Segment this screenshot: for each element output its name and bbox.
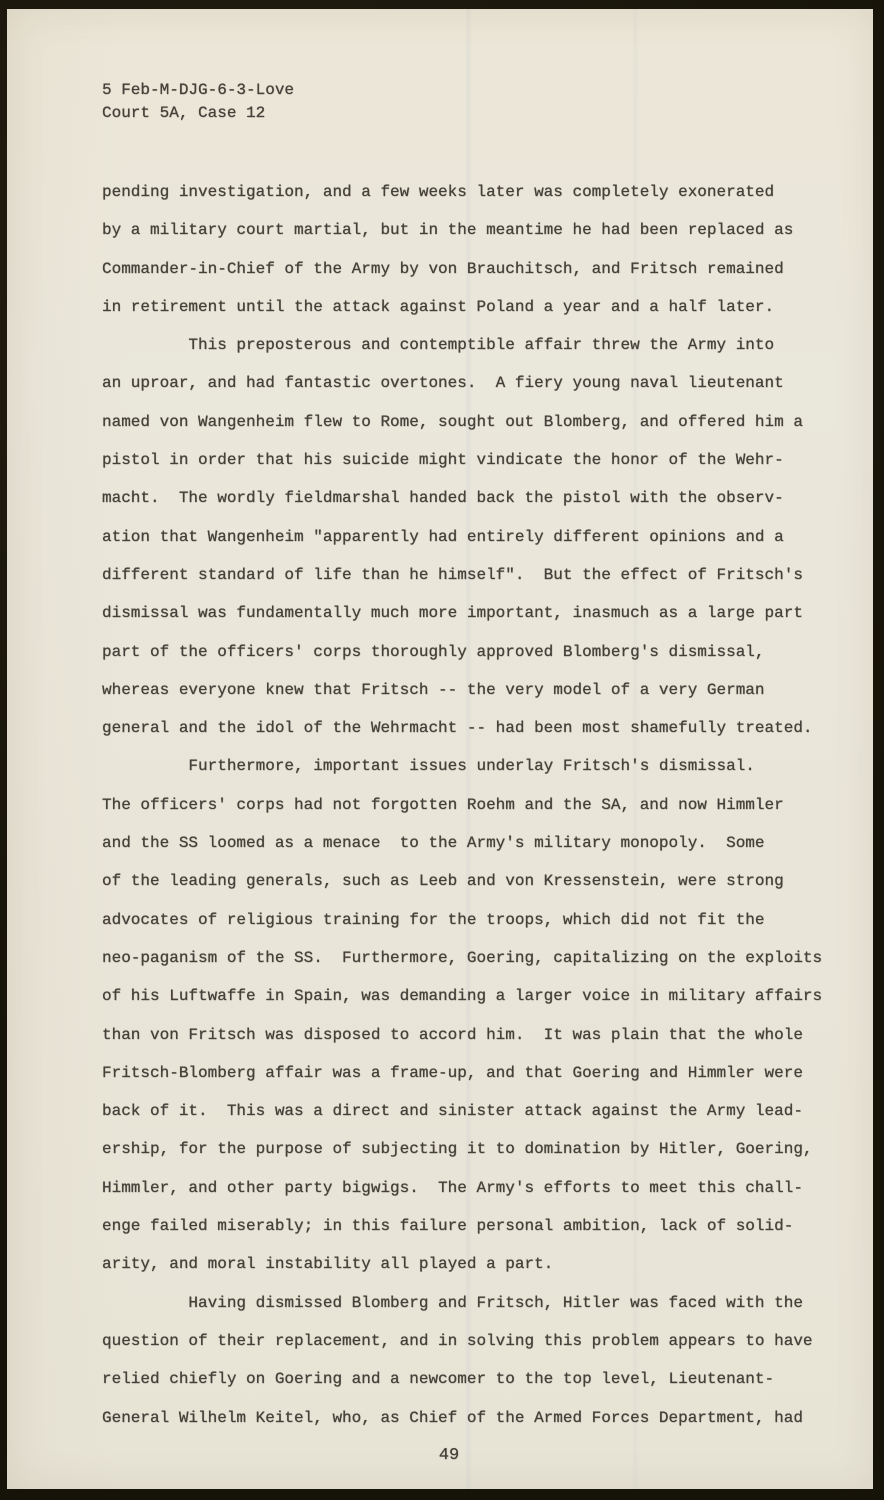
typed-line: pending investigation, and a few weeks later was completely exonerated (102, 183, 775, 201)
typed-line: macht. The wordly fieldmarshal handed back the pistol with the observ- (102, 489, 784, 508)
typed-line: ership, for the purpose of subjecting it to domination by Hitler, Goering, (102, 1140, 813, 1159)
typed-line: Himmler, and other party bigwigs. The Army's efforts to meet this chall- (102, 1178, 803, 1197)
typed-line: question of their replacement, and in solving this problem appears to have (102, 1331, 813, 1350)
typed-line: different standard of life than he himself". But the effect of Fritsch's (102, 565, 803, 584)
header-reference-line: 5 Feb-M-DJG-6-3-Love (102, 81, 295, 99)
typed-line: an uproar, and had fantastic overtones. A fiery young naval lieutenant (102, 374, 784, 393)
typed-line: enge failed miserably; in this failure personal ambition, lack of solid- (102, 1217, 794, 1236)
typed-line: dismissal was fundamentally much more important, inasmuch as a large part (102, 604, 803, 623)
typed-line: Fritsch-Blomberg affair was a frame-up, and that Goering and Himmler were (102, 1063, 803, 1082)
page-number: 49 (438, 1446, 460, 1465)
typed-line: and the SS loomed as a menace to the Army's military monopoly. Some (102, 834, 765, 853)
typed-line: pistol in order that his suicide might vindicate the honor of the Wehr- (102, 451, 784, 470)
typed-line: General Wilhelm Keitel, who, as Chief of the Armed Forces Department, had (102, 1408, 803, 1427)
typed-line: Furthermore, important issues underlay Fritsch's dismissal. (102, 757, 755, 776)
typed-line: neo-paganism of the SS. Furthermore, Goering, capitalizing on the exploits (102, 948, 823, 967)
typed-line: arity, and moral instability all played a part. (102, 1255, 554, 1274)
typed-line: than von Fritsch was disposed to accord him. It was plain that the whole (102, 1025, 803, 1044)
typed-line: by a military court martial, but in the meantime he had been replaced as (102, 221, 794, 240)
typed-line: named von Wangenheim flew to Rome, sought out Blomberg, and offered him a (102, 412, 803, 431)
typed-line: whereas everyone knew that Fritsch -- the very model of a very German (102, 680, 765, 699)
typed-line: back of it. This was a direct and sinister attack against the Army lead- (102, 1102, 803, 1121)
header-court-case-line: Court 5A, Case 12 (102, 104, 266, 122)
typed-line: of the leading generals, such as Leeb and von Kressenstein, were strong (102, 872, 784, 891)
typed-line: Commander-in-Chief of the Army by von Brauchitsch, and Fritsch remained (102, 259, 784, 278)
typed-line: Having dismissed Blomberg and Fritsch, Hitler was faced with the (102, 1293, 803, 1312)
typed-line: ation that Wangenheim "apparently had entirely different opinions and a (102, 527, 784, 546)
typed-line: This preposterous and contemptible affair threw the Army into (102, 336, 775, 355)
document-body-text (102, 173, 822, 1437)
typed-line: The officers' corps had not forgotten Roehm and the SA, and now Himmler (102, 795, 784, 814)
typed-line: advocates of religious training for the troops, which did not fit the (102, 910, 765, 929)
typed-line: part of the officers' corps thoroughly approved Blomberg's dismissal, (102, 642, 765, 661)
typed-line: of his Luftwaffe in Spain, was demanding a larger voice in military affairs (102, 987, 823, 1006)
typed-line: in retirement until the attack against Poland a year and a half later. (102, 297, 775, 316)
document-page (7, 9, 873, 1489)
document-header (102, 79, 294, 125)
typed-line: general and the idol of the Wehrmacht -- had been most shamefully treated. (102, 719, 813, 738)
typed-line: relied chiefly on Goering and a newcomer to the top level, Lieutenant- (102, 1370, 775, 1389)
